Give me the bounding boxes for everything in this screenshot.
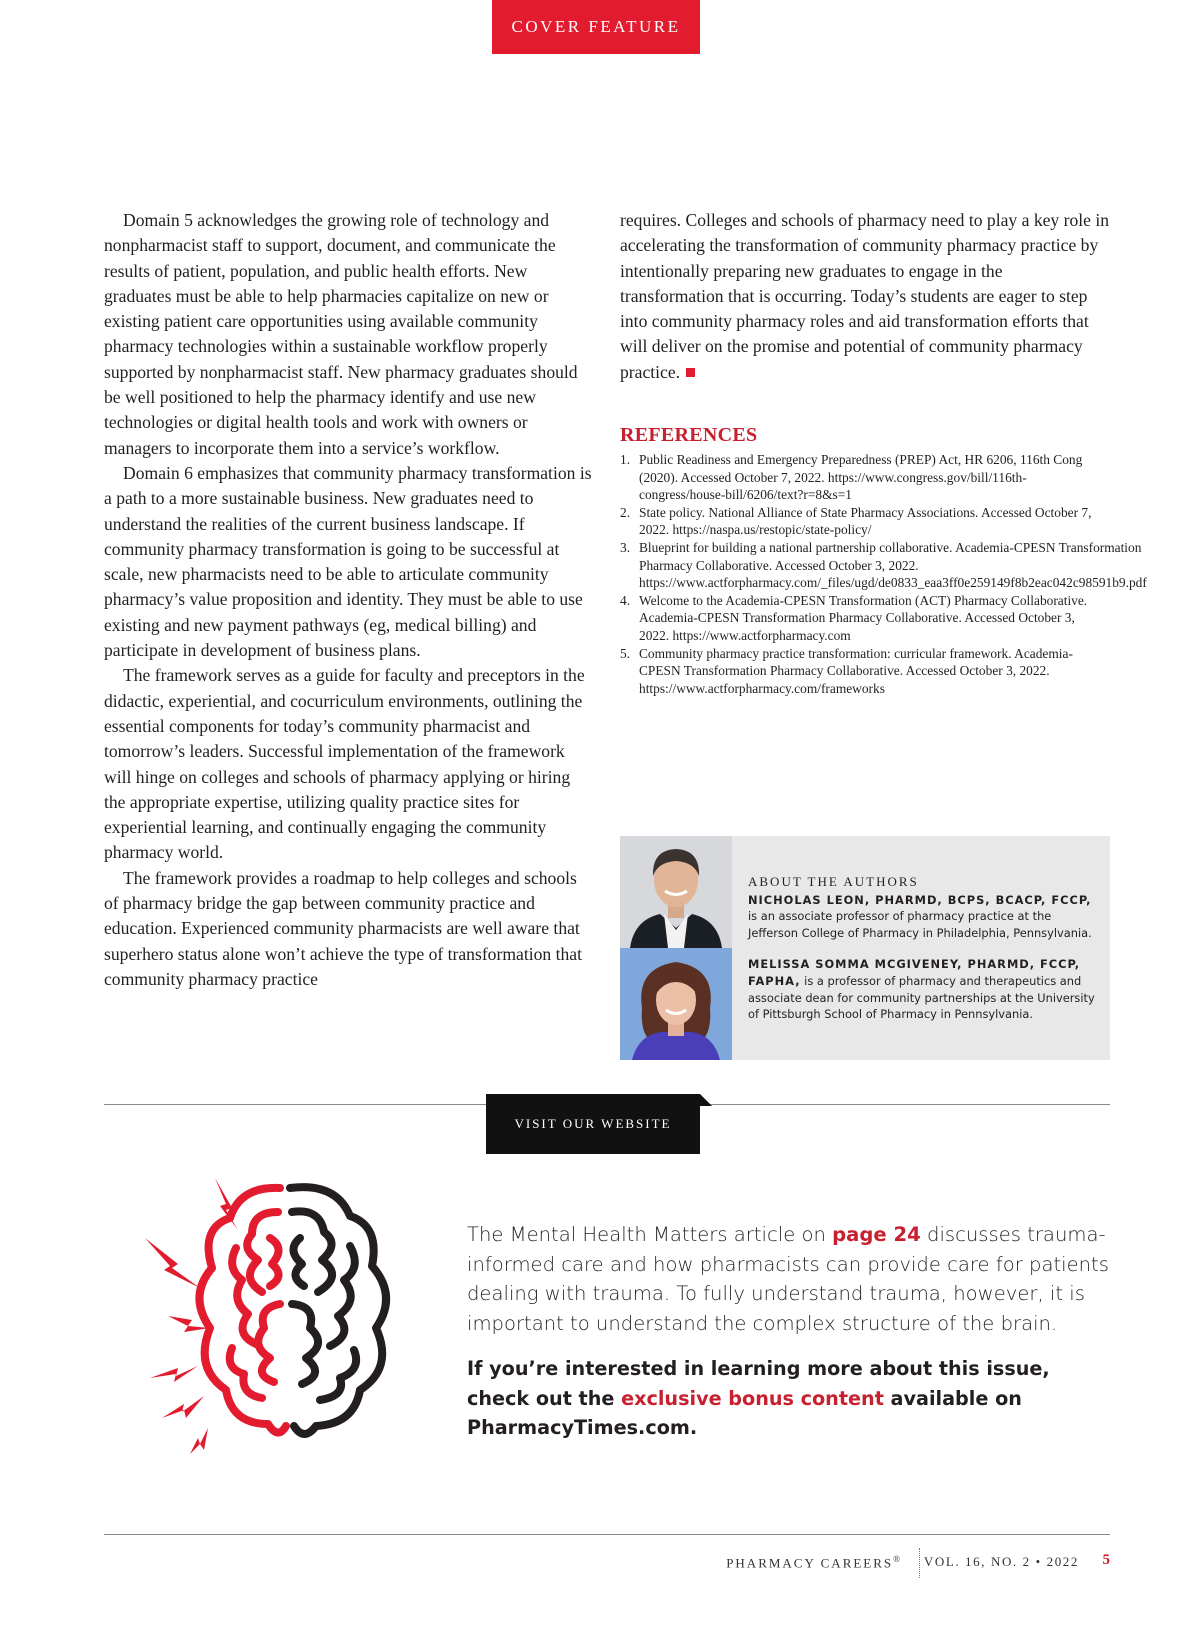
- visit-our-website-button[interactable]: VISIT OUR WEBSITE: [486, 1094, 700, 1154]
- volume-issue: VOL. 16, NO. 2 • 2022: [923, 1554, 1079, 1569]
- brain-illustration-icon: [140, 1168, 430, 1478]
- lightning-bolt-icon: [162, 1396, 204, 1418]
- reference-number: 2.: [620, 504, 631, 520]
- reference-text: Public Readiness and Emergency Preparedness (PREP) Act, HR 6206, 116th Cong (2020). Accessed October 7, 2022. https://www.congress.gov/bill/116th-congress/house-bill/6206/text?r=8&s=1: [639, 452, 1083, 503]
- article-right-column: [620, 208, 1110, 385]
- section-tag: COVER FEATURE: [492, 0, 700, 54]
- reference-number: 4.: [620, 592, 631, 608]
- reference-text: Welcome to the Academia-CPESN Transformation (ACT) Pharmacy Collaborative. Academia-CPESN Transformation Pharmacy Collaborative. Accessed October 3, 2022. https://www.actforpharmacy.com: [639, 592, 1088, 643]
- reference-text: Blueprint for building a national partnership collaborative. Academia-CPESN Transformation Pharmacy Collaborative. Accessed October 3, 2022. https://www.actforpharmacy.com/_files/ugd/de0833_eaa3ff0e259149f8b2eac042c98591b9.pdf: [639, 539, 1147, 591]
- author-description: is a professor of pharmacy and therapeutics and associate dean for community partnerships at the University of Pittsburgh School of Pharmacy in Pennsylvania.: [748, 973, 1095, 1022]
- reference-number: 3.: [620, 539, 631, 555]
- reference-item: [620, 451, 1100, 504]
- page-footer: [104, 1548, 1110, 1578]
- references-section: [620, 424, 1147, 697]
- footer-separator: [919, 1548, 920, 1578]
- closing-paragraph-text: requires. Colleges and schools of pharmacy need to play a key role in accelerating the transformation of community pharmacy practice by intentionally preparing new graduates to engage in the transformation that is occurring. Today’s students are eager to step into community pharmacy roles and aid transformation efforts that will deliver on the promise and potential of community pharmacy practice.: [620, 210, 1110, 382]
- promo-description: [467, 1220, 1117, 1338]
- reference-item: [620, 645, 1100, 698]
- author-name: MELISSA SOMMA MCGIVENEY, PHARMD, FCCP, FAPHA,: [748, 957, 1081, 988]
- author-description: is an associate professor of pharmacy practice at the Jefferson College of Pharmacy in Philadelphia, Pennsylvania.: [748, 909, 1092, 940]
- publication-title: PHARMACY CAREERS: [726, 1555, 894, 1571]
- promo-text: The Mental Health Matters article on: [467, 1223, 833, 1246]
- reference-item: [620, 592, 1100, 645]
- woman-portrait-icon: [620, 948, 732, 1060]
- registered-mark: ®: [893, 1554, 902, 1564]
- author-name: NICHOLAS LEON, PHARMD, BCPS, BCACP, FCCP,: [748, 892, 1092, 907]
- article-left-column: [104, 208, 594, 992]
- about-the-authors-box: [620, 836, 1110, 1060]
- lightning-bolt-icon: [145, 1238, 200, 1288]
- reference-text: Community pharmacy practice transformation: curricular framework. Academia-CPESN Transformation Pharmacy Collaborative. Accessed October 3, 2022. https://www.actforpharmacy.com/frameworks: [639, 645, 1073, 696]
- publication-name: [726, 1554, 902, 1571]
- promo-call-to-action: [467, 1354, 1117, 1443]
- exclusive-bonus-content-link[interactable]: exclusive bonus content: [621, 1386, 884, 1410]
- lightning-bolt-icon: [150, 1366, 198, 1382]
- authors-heading: ABOUT THE AUTHORS: [748, 874, 919, 889]
- references-heading: REFERENCES: [620, 424, 758, 446]
- reference-number: 1.: [620, 452, 631, 467]
- author-bio: [748, 892, 1100, 942]
- author-bio: [748, 956, 1100, 1022]
- authors-text: [748, 874, 1100, 1038]
- body-paragraph: Domain 5 acknowledges the growing role of technology and nonpharmacist staff to support, document, and communicate the results of patient, population, and public health efforts. New graduates must be able to help pharmacies capitalize on new or existing patient care opportunities using available community pharmacy technologies within a sustainable workflow properly supported by nonpharmacist staff. New pharmacy graduates should be well positioned to help the pharmacy identify and use new technologies or digital health tools and work with owners or managers to incorporate them into a service’s workflow.: [104, 210, 578, 458]
- reference-text: State policy. National Alliance of State Pharmacy Associations. Accessed October 7, 2022. https://naspa.us/restopic/state-policy/: [639, 504, 1092, 538]
- reference-item: [620, 504, 1100, 539]
- promo-text: If you’re interested in learning more about this issue, check out the: [467, 1357, 1050, 1410]
- bonus-content-promo: [467, 1220, 1117, 1443]
- body-paragraph: The framework serves as a guide for faculty and preceptors in the didactic, experiential, and cocurriculum environments, outlining the essential components for today’s community pharmacist and tomorrow’s leaders. Successful implementation of the framework will hinge on colleges and schools of pharmacy applying or hiring the appropriate expertise, utilizing quality practice sites for experiential learning, and continually engaging the community pharmacy world.: [104, 665, 585, 863]
- promo-text: discusses trauma-informed care and how pharmacists can provide care for patients dealing with trauma. To fully understand trauma, however, it is important to understand the complex structure of the brain.: [467, 1223, 1109, 1335]
- reference-number: 5.: [620, 645, 631, 661]
- author-photo-melissa-somma-mcgiveney: [620, 948, 732, 1060]
- man-portrait-icon: [620, 836, 732, 948]
- promo-text: available on PharmacyTimes.com.: [467, 1386, 1022, 1439]
- end-of-article-square-icon: [686, 368, 695, 377]
- reference-item: [620, 539, 1147, 592]
- button-corner-fold-icon: [700, 1094, 712, 1106]
- lightning-bolt-icon: [190, 1428, 208, 1454]
- page-number: 5: [1102, 1552, 1110, 1568]
- footer-divider: [104, 1534, 1110, 1535]
- page-24-link[interactable]: page 24: [832, 1223, 921, 1246]
- body-paragraph: The framework provides a roadmap to help colleges and schools of pharmacy bridge the gap between community practice and education. Experienced community pharmacists are well aware that superhero status alone won’t achieve the type of transformation that community pharmacy practice: [104, 867, 582, 989]
- author-photo-nicholas-leon: [620, 836, 732, 948]
- references-list: [620, 451, 1147, 697]
- body-paragraph: Domain 6 emphasizes that community pharmacy transformation is a path to a more sustainable business. New graduates need to understand the realities of the current business landscape. If community pharmacy transformation is going to be successful at scale, new pharmacists need to be able to articulate community pharmacy’s value proposition and identity. They must be able to use existing and new payment pathways (eg, medical billing) and participate in development of business plans.: [104, 462, 592, 661]
- body-paragraph: [620, 208, 1110, 385]
